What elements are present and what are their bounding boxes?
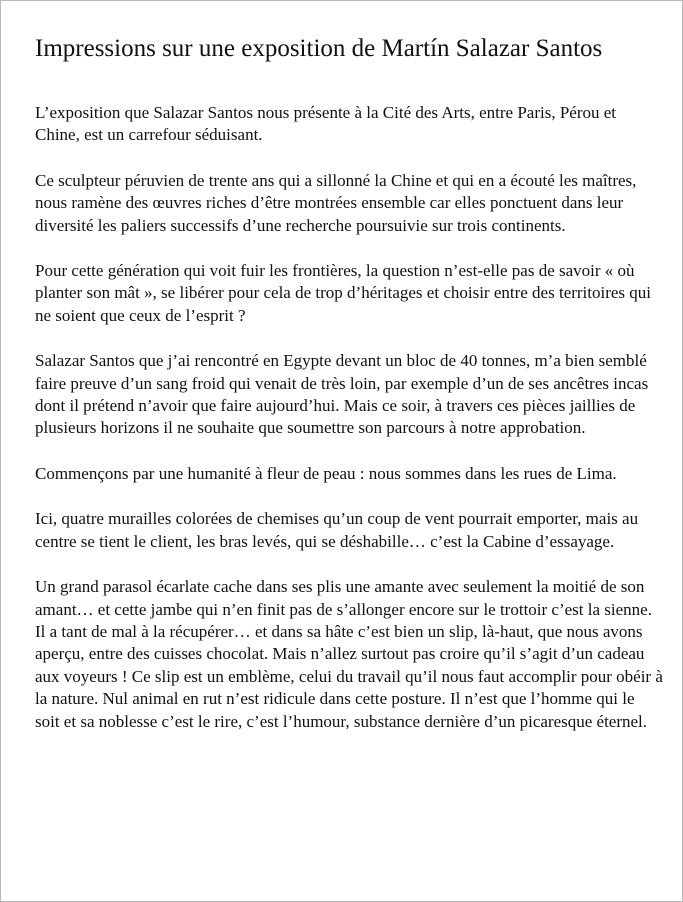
paragraph: Un grand parasol écarlate cache dans ses plis une amante avec seulement la moitié de son amant… et cette jambe qui n’en finit pas de s’allonger encore sur le trottoir c’est la sienne. [35,577,652,619]
document-body [35,102,663,733]
paragraph: Salazar Santos que j’ai rencontré en Egypte devant un bloc de 40 tonnes, m’a bien semblé faire preuve d’un sang froid qui venait de très loin, par exemple d’un de ses ancêtres incas dont il prétend n’avoir que faire aujourd’hui. Mais ce soir, à travers ces pièces jaillies de plusieurs horizons il ne souhaite que soumettre son parcours à notre approbation. [35,351,649,438]
paragraph: Ici, quatre murailles colorées de chemises qu’un coup de vent pourrait emporter, mais au centre se tient le client, les bras levés, qui se déshabille… c’est la Cabine d’essayage. [35,509,639,551]
document-title: Impressions sur une exposition de Martín Salazar Santos [35,35,603,62]
paragraph: Ce sculpteur péruvien de trente ans qui a sillonné la Chine et qui en a écouté les maîtres, nous ramène des œuvres riches d’être montrées ensemble car elles ponctuent dans leur diversité les paliers successifs d’une recherche poursuivie sur trois continents. [35,170,637,235]
paragraph: Commençons par une humanité à fleur de peau : nous sommes dans les rues de Lima. [35,463,617,483]
paragraph: Il a tant de mal à la récupérer… et dans sa hâte c’est bien un slip, là-haut, que nous avons aperçu, entre des cuisses chocolat. Mais n’allez surtout pas croire qu’il s’agit d’un cadeau aux voyeurs ! Ce slip est un emblème, celui du travail qu’il nous faut accomplir pour obéir à la nature. Nul animal en rut n’est ridicule dans cette posture. Il n’est que l’homme qui le soit et sa noblesse c’est le rire, c’est l’humour, substance dernière d’un picaresque éternel. [35,621,663,731]
paragraph: Pour cette génération qui voit fuir les frontières, la question n’est-elle pas de savoir « où planter son mât », se libérer pour cela de trop d’héritages et choisir entre des territoires qui ne soient que ceux de l’esprit ? [35,261,652,325]
paragraph: L’exposition que Salazar Santos nous présente à la Cité des Arts, entre Paris, Pérou et Chine, est un carrefour séduisant. [35,103,617,145]
